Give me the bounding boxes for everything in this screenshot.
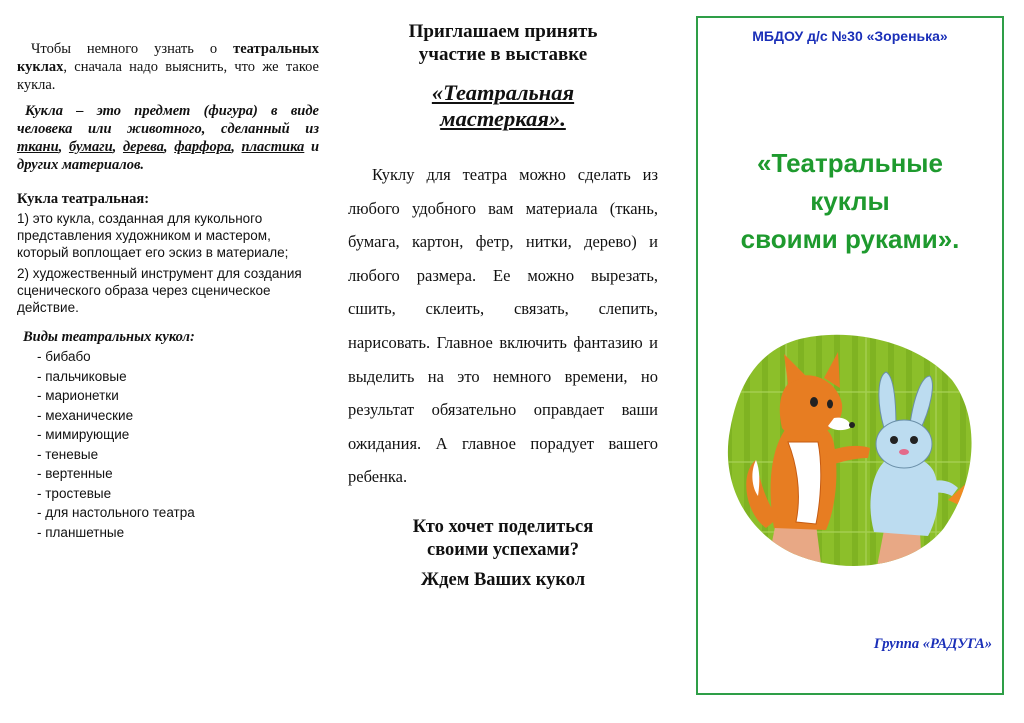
definition-item: 2) художественный инструмент для создания сценического образа через сценическое действие.: [17, 266, 302, 315]
puppet-types-list: [17, 347, 319, 542]
closing-invite: Ждем Ваших кукол: [420, 569, 586, 590]
theatre-doll-heading: Кукла театральная:: [17, 191, 150, 207]
list-item: - мимирующие: [37, 427, 130, 442]
puppets-illustration-icon: [726, 332, 976, 572]
invitation-heading: Приглашаем принять участие в выставке: [408, 21, 598, 65]
list-item: - тростевые: [37, 485, 112, 501]
list-item: - марионетки: [37, 388, 119, 403]
brochure-title: «Театральные куклы своими руками».: [740, 148, 960, 254]
list-item: - теневые: [37, 446, 99, 462]
left-column: [17, 40, 319, 542]
cover-panel: [696, 16, 1004, 695]
organization-name: МБДОУ д/с №30 «Зоренька»: [752, 28, 948, 44]
middle-column: [348, 20, 658, 591]
closing-question: Кто хочет поделиться своими успехами?: [412, 516, 594, 560]
doll-definition: Кукла – это предмет (фигура) в виде человека или животного, сделанный из ткани, бумаги, дерева, фарфора, пластика и других материалов.: [17, 103, 320, 173]
definition-item: 1) это кукла, созданная для кукольного представления художником и мастером, который воплощает его эскиз в материале;: [17, 211, 289, 260]
exhibition-title: «Театральная мастеркая».: [431, 80, 575, 131]
list-item: - бибабо: [37, 349, 91, 364]
list-item: - механические: [37, 407, 134, 423]
body-paragraph: Куклу для театра можно сделать из любого удобного вам материала (ткань, бумага, картон, фетр, нитки, дерево) и любого размера. Ее можно вырезать, сшить, склеить, связать, слепить, нарисовать. Главное включить фантазию и выделить на это немного времени, но результат обязательно оправдает ваши ожидания. А главное порадует вашего ребенка.: [348, 165, 658, 487]
puppet-types-heading: Виды театральных кукол:: [23, 329, 195, 345]
list-item: - пальчиковые: [37, 368, 127, 384]
group-name: Группа «РАДУГА»: [873, 636, 992, 652]
list-item: - планшетные: [37, 524, 125, 540]
intro-paragraph: Чтобы немного узнать о театральных куклах, сначала надо выяснить, что же такое кукла.: [17, 41, 319, 93]
list-item: - для настольного театра: [37, 505, 195, 520]
list-item: - вертенные: [37, 466, 113, 481]
